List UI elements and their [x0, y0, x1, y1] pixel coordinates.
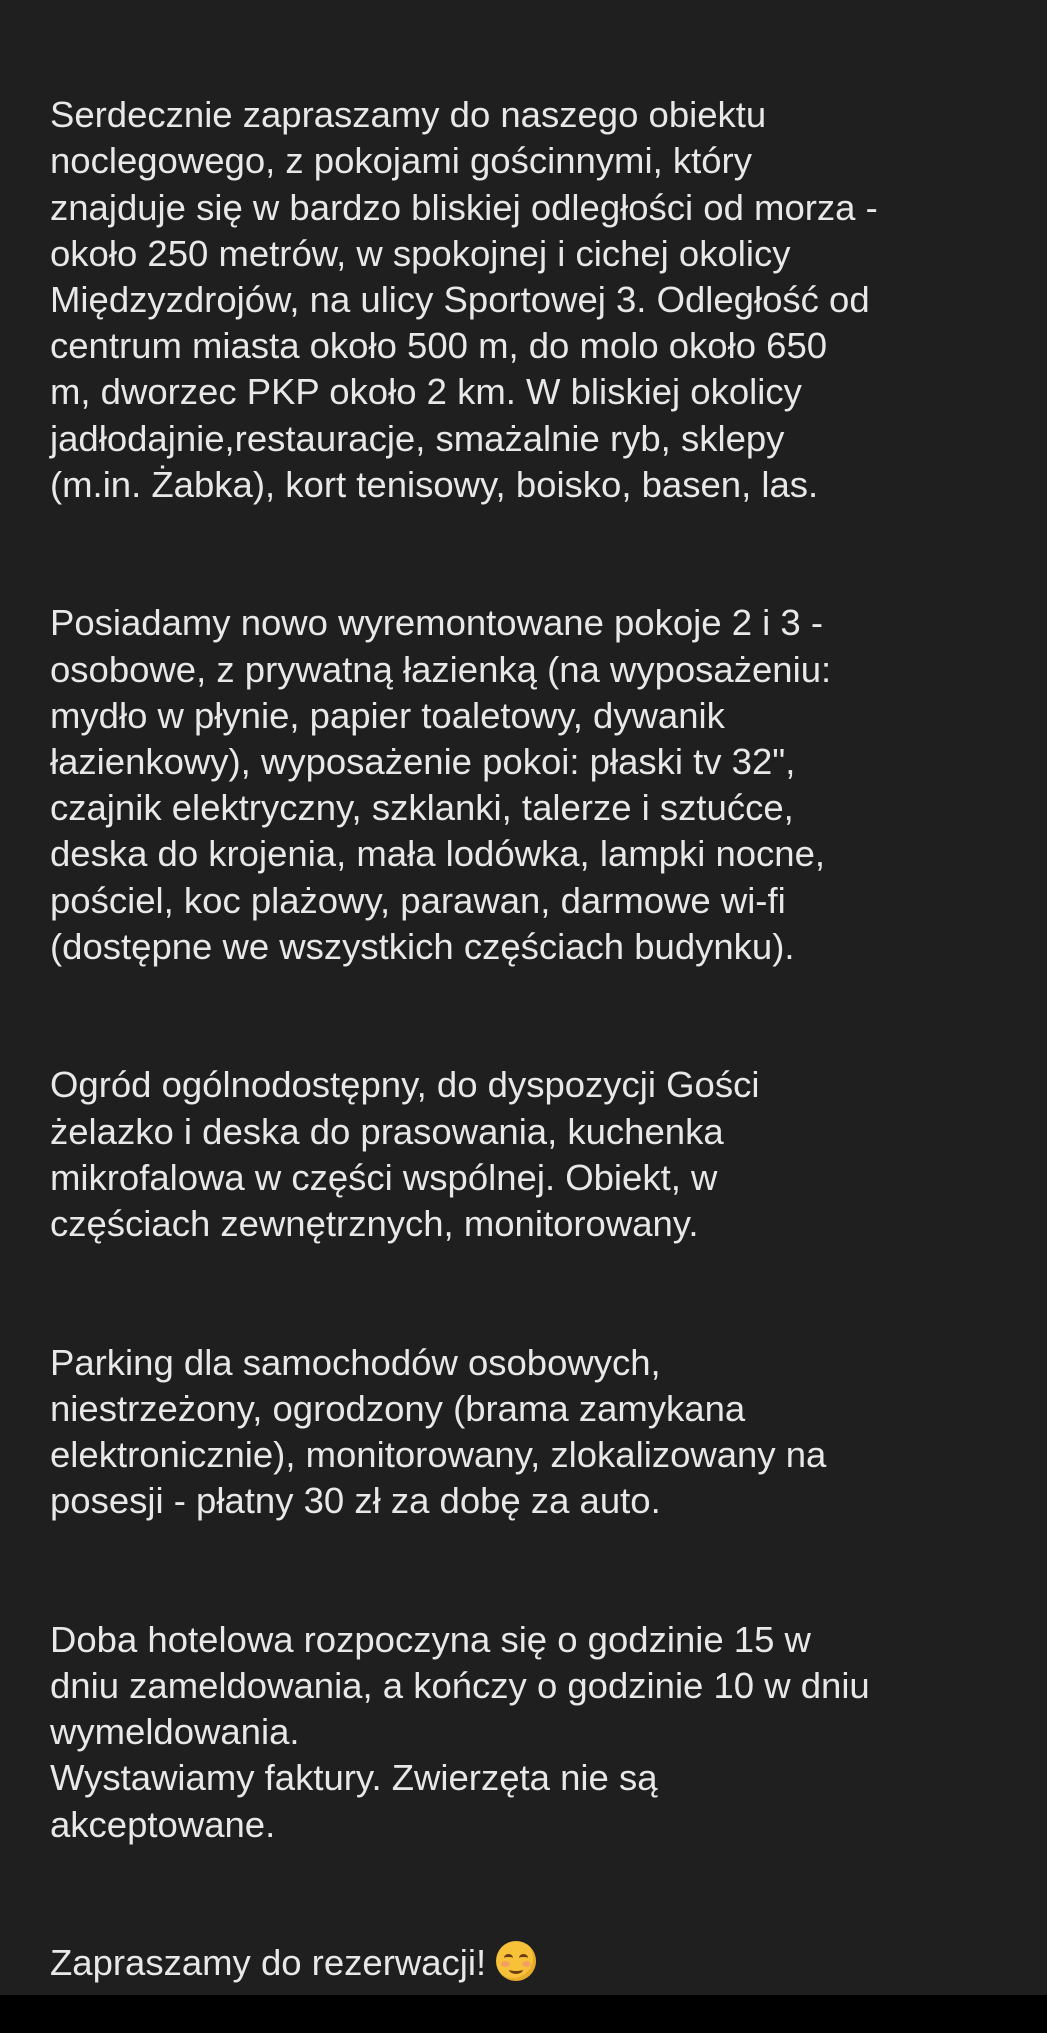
description-paragraph-check-in: Doba hotelowa rozpoczyna się o godzinie 15 w dniu zameldowania, a kończy o godzinie 10 w dniu wymeldowania. Wystawiamy faktury. Zwierzęta nie są akceptowane. [50, 1618, 870, 1845]
description-closing-line [50, 1940, 1007, 1986]
description-paragraph-rooms: Posiadamy nowo wyremontowane pokoje 2 i 3 - osobowe, z prywatną łazienką (na wyposażeniu: mydło w płynie, papier toaletowy, dywanik łazienkowy), wyposażenie pokoi: płaski tv 32", czajnik elektryczny, szklanki, talerze i sztućce, deska do krojenia, mała lodówka, lampki nocne, pościel, koc plażowy, parawan, darmowe wi-fi (dostępne we wszystkich częściach budynku). [50, 602, 832, 967]
closing-text: Zapraszamy do rezerwacji! [50, 1942, 487, 1984]
smiling-face-emoji-icon [496, 1941, 536, 1981]
description-paragraph-garden: Ogród ogólnodostępny, do dyspozycji Gości żelazko i deska do prasowania, kuchenka mikrofalowa w części wspólnej. Obiekt, w częściach zewnętrznych, monitorowany. [50, 1064, 760, 1245]
property-description [50, 46, 1007, 2033]
description-paragraph-parking: Parking dla samochodów osobowych, niestrzeżony, ogrodzony (brama zamykana elektronicznie), monitorowany, zlokalizowany na posesji - płatny 30 zł za dobę za auto. [50, 1341, 827, 1522]
description-paragraph-location: Serdecznie zapraszamy do naszego obiektu noclegowego, z pokojami gościnnymi, który znajduje się w bardzo bliskiej odległości od morza - około 250 metrów, w spokojnej i cichej okolicy Międzyzdrojów, na ulicy Sportowej 3. Odległość od centrum miasta około 500 m, do molo około 650 m, dworzec PKP około 2 km. W bliskiej okolicy jadłodajnie,restauracje, smażalnie ryb, sklepy (m.in. Żabka), kort tenisowy, boisko, basen, las. [50, 94, 878, 505]
